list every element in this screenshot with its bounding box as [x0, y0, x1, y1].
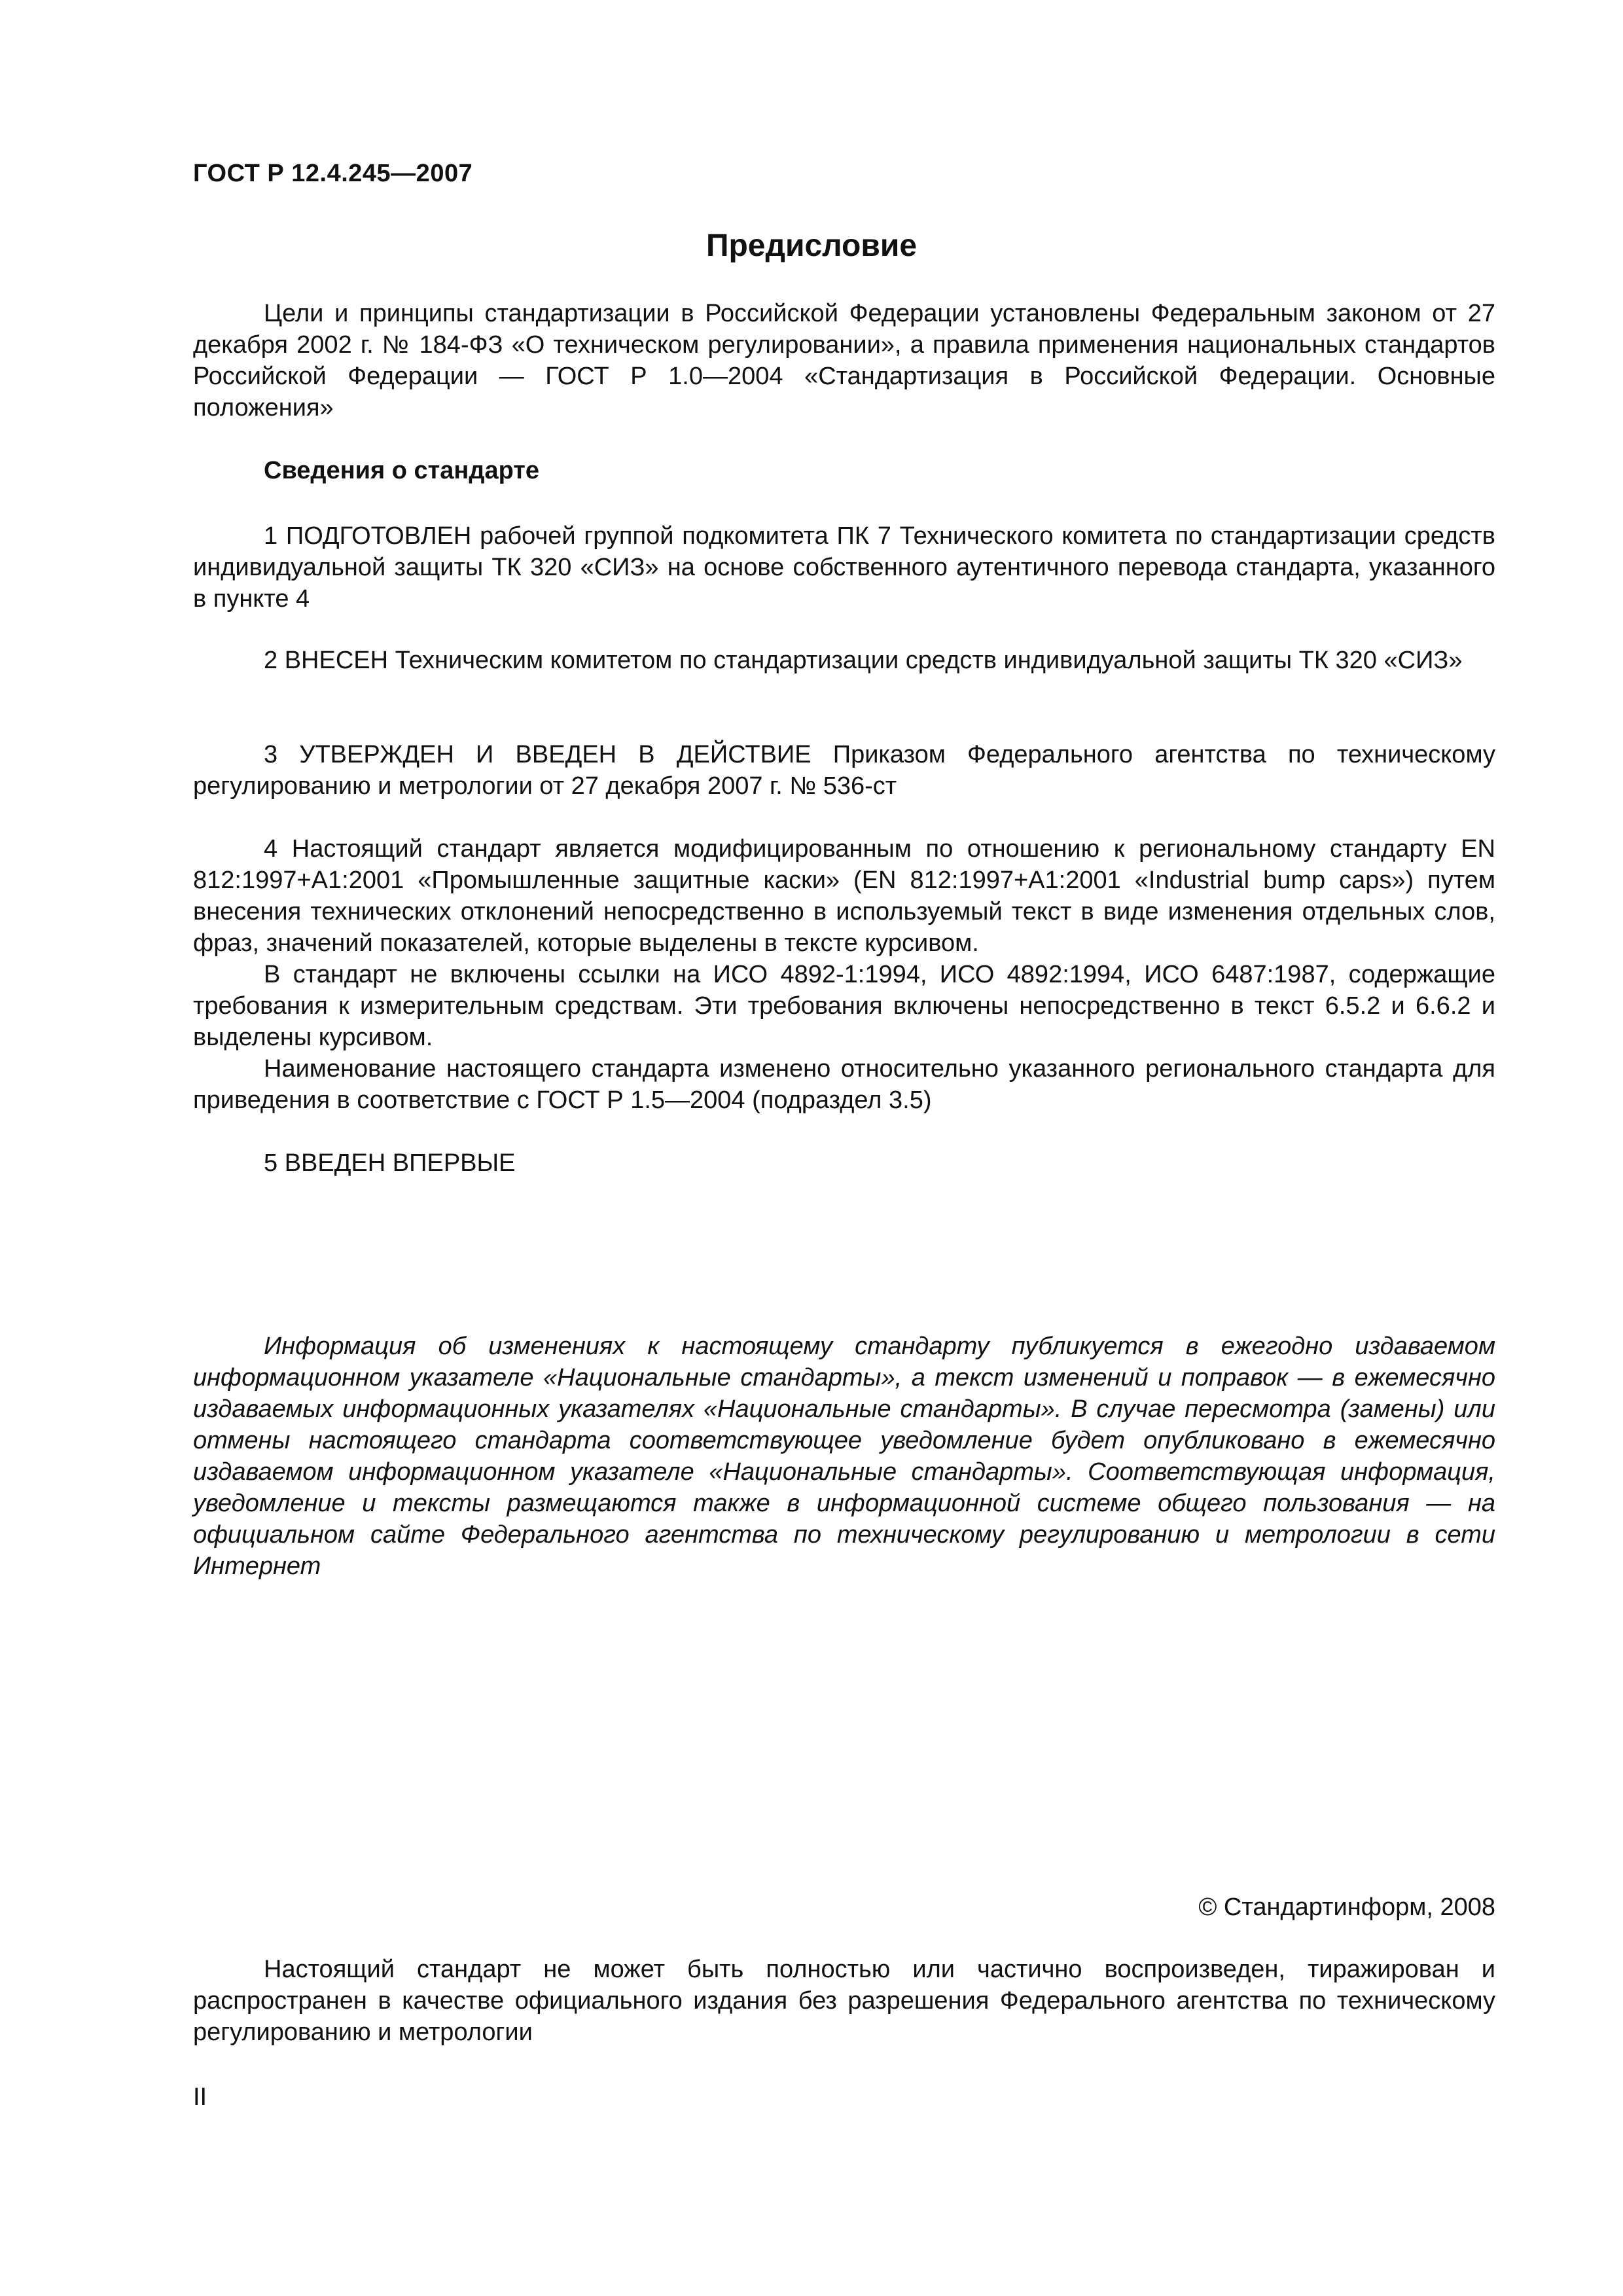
info-notice-block	[193, 1331, 1495, 1582]
item-4-paragraph-3: Наименование настоящего стандарта изменено относительно указанного регионального стандарта для приведения в соответствие с ГОСТ Р 1.5—2004 (подраздел 3.5)	[193, 1055, 1495, 1114]
item-2-paragraph: 2 ВНЕСЕН Техническим комитетом по стандартизации средств индивидуальной защиты ТК 320 «СИЗ»	[264, 647, 1463, 674]
copyright-line: © Стандартинформ, 2008	[1198, 1893, 1495, 1921]
intro-paragraph: Цели и принципы стандартизации в Российской Федерации установлены Федеральным законом от 27 декабря 2002 г. № 184-ФЗ «О техническом регулировании», а правила применения национальных стандартов Российской Федерации — ГОСТ Р 1.0—2004 «Стандартизация в Российской Федерации. Основные положения»	[193, 300, 1495, 422]
reproduction-notice-block	[193, 1954, 1495, 2048]
item-5-paragraph: 5 ВВЕДЕН ВПЕРВЫЕ	[264, 1149, 516, 1177]
info-notice-paragraph: Информация об изменениях к настоящему стандарту публикуется в ежегодно издаваемом информационном указателе «Национальные стандарты», а текст изменений и поправок — в ежемесячно издаваемых информационных указателях «Национальные стандарты». В случае пересмотра (замены) или отмены настоящего стандарта соответствующее уведомление будет опубликовано в ежемесячно издаваемом информационном указателе «Национальные стандарты». Соответствующая информация, уведомление и тексты размещаются также в информационной системе общего пользования — на официальном сайте Федерального агентства по техническому регулированию и метрологии в сети Интернет	[193, 1333, 1495, 1580]
item-1-block	[193, 520, 1495, 615]
item-5-block	[193, 1147, 1495, 1179]
reproduction-notice-paragraph: Настоящий стандарт не может быть полностью или частично воспроизведен, тиражирован и распространен в качестве официального издания без разрешения Федерального агентства по техническому регулированию и метрологии	[193, 1956, 1495, 2046]
item-3-paragraph: 3 УТВЕРЖДЕН И ВВЕДЕН В ДЕЙСТВИЕ Приказом Федерального агентства по техническому регулированию и метрологии от 27 декабря 2007 г. № 536-ст	[193, 741, 1495, 800]
item-2-block	[193, 645, 1495, 676]
item-3-block	[193, 739, 1495, 802]
page-title: Предисловие	[705, 228, 918, 263]
section-heading: Сведения о стандарте	[264, 457, 540, 484]
intro-block	[193, 298, 1495, 423]
item-4-paragraph-1: 4 Настоящий стандарт является модифицированным по отношению к региональному стандарту EN 812:1997+A1:2001 «Промышленные защитные каски» (EN 812:1997+A1:2001 «Industrial bump caps») путем внесения технических отклонений непосредственно в используемый текст в виде изменения отдельных слов, фраз, значений показателей, которые выделены в тексте курсивом.	[193, 835, 1495, 957]
item-4-paragraph-2: В стандарт не включены ссылки на ИСО 4892-1:1994, ИСО 4892:1994, ИСО 6487:1987, содержащие требования к измерительным средствам. Эти требования включены непосредственно в текст 6.5.2 и 6.6.2 и выделены курсивом.	[193, 961, 1495, 1051]
document-code: ГОСТ Р 12.4.245—2007	[193, 160, 473, 187]
item-4-block	[193, 833, 1495, 1116]
item-1-paragraph: 1 ПОДГОТОВЛЕН рабочей группой подкомитета ПК 7 Технического комитета по стандартизации средств индивидуальной защиты ТК 320 «СИЗ» на основе собственного аутентичного перевода стандарта, указанного в пункте 4	[193, 522, 1495, 613]
page-number: II	[193, 2083, 207, 2111]
